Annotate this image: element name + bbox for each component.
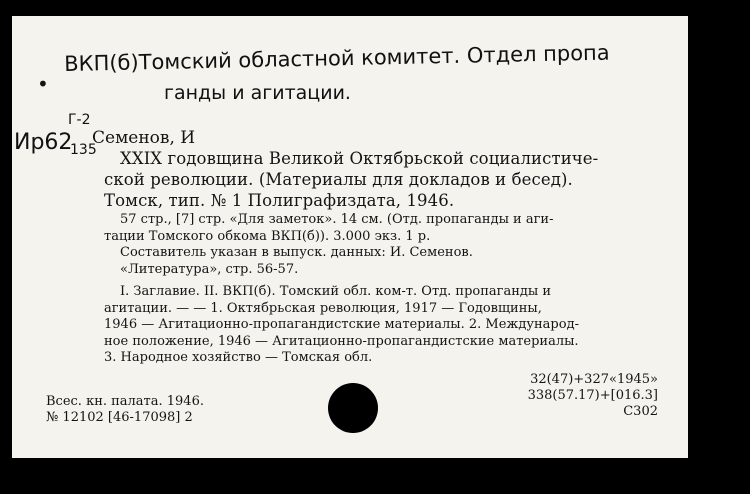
collation-line-1: 57 стр., [7] стр. «Для заметок». 14 см. (Отд. пропаганды и аги- [120, 212, 554, 227]
tracing-line-4: ное положение, 1946 — Агитационно-пропагандистские материалы. [104, 333, 579, 349]
chamber-line-1: Всес. кн. палата. 1946. [46, 394, 204, 409]
chamber-line-2: № 12102 [46-17098] 2 [46, 410, 193, 425]
tracing-line-1: I. Заглавие. II. ВКП(б). Томский обл. ком-т. Отд. пропаганды и [120, 284, 552, 299]
handwritten-heading-line1: ВКП(б)Томский областной комитет. Отдел пропа [64, 40, 610, 76]
title-line-2: ской революции. (Материалы для докладов и бесед). [104, 170, 573, 189]
shelf-mark-subscript: 135 [70, 142, 97, 158]
description-block [104, 212, 670, 278]
imprint-line: Томск, тип. № 1 Полиграфиздата, 1946. [104, 191, 455, 210]
note-literature: «Литература», стр. 56-57. [120, 261, 299, 277]
note-compiler: Составитель указан в выпуск. данных: И. Семенов. [120, 245, 473, 260]
udc-line-1: 32(47)+327«1945» [530, 372, 658, 387]
classification-codes [528, 372, 658, 420]
tracing-line-2: агитации. — — 1. Октябрьская революция, 1917 — Годовщины, [104, 300, 542, 316]
shelf-mark-superscript: Г-2 [68, 112, 91, 128]
collation-line-2: тации Томского обкома ВКП(б)). 3.000 экз. 1 р. [104, 228, 431, 244]
shelf-mark-main: Ир62 [14, 130, 73, 155]
handwritten-heading-line2: ганды и агитации. [164, 82, 351, 104]
tracings-block [104, 284, 670, 367]
udc-line-3: С302 [623, 404, 658, 419]
tracing-line-3: 1946 — Агитационно-пропагандистские материалы. 2. Международ- [104, 317, 579, 332]
catalog-card [12, 16, 688, 458]
ink-dot: • [37, 72, 49, 96]
tracing-line-5: 3. Народное хозяйство — Томская обл. [104, 350, 373, 365]
book-chamber-info [46, 394, 204, 426]
title-block [104, 148, 664, 211]
card-punch-hole [328, 383, 378, 433]
title-line-1: XXIX годовщина Великой Октябрьской социалистиче- [120, 149, 599, 168]
udc-line-2: 338(57.17)+[016.3] [527, 388, 658, 403]
author-heading: Семенов, И [92, 128, 196, 148]
